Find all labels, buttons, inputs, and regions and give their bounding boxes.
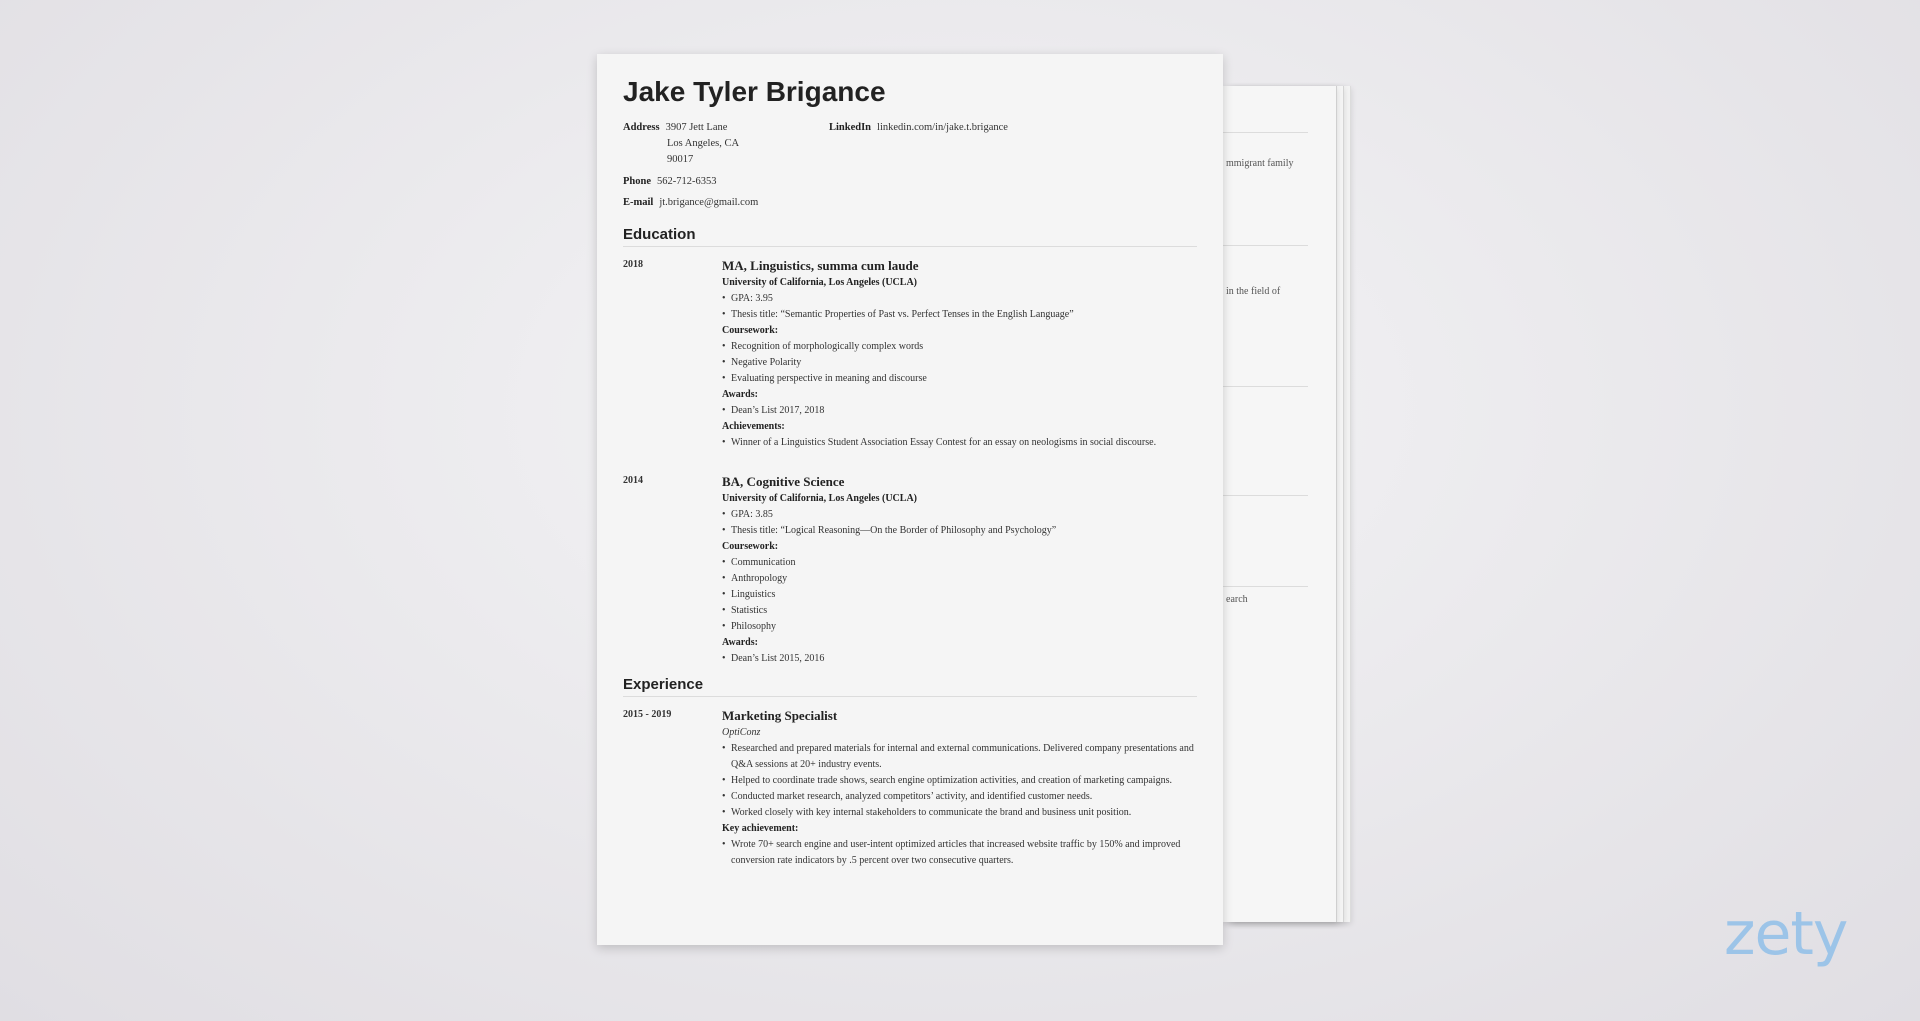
divider: [1222, 245, 1308, 246]
list-item: • Dean’s List 2017, 2018: [722, 403, 1197, 419]
experience-heading: Experience: [623, 676, 1197, 697]
list-item: • Thesis title: “Logical Reasoning—On the Border of Philosophy and Psychology”: [722, 523, 1197, 539]
education-details: [722, 291, 1197, 323]
degree-title: BA, Cognitive Science: [722, 474, 845, 489]
list-item: • Evaluating perspective in meaning and discourse: [722, 371, 1197, 387]
education-details: [722, 507, 1197, 539]
resume-name: Jake Tyler Brigance: [623, 76, 886, 107]
experience-bullets: [722, 741, 1197, 821]
awards-list: [722, 651, 1197, 667]
key-achievement-list: [722, 837, 1197, 869]
email-block: [623, 195, 758, 211]
list-item: • Dean’s List 2015, 2016: [722, 651, 1197, 667]
key-achievement-label: Key achievement:: [722, 823, 799, 834]
linkedin-label: LinkedIn: [829, 122, 872, 133]
list-item: • Recognition of morphologically complex words: [722, 339, 1197, 355]
email-value: jt.brigance@gmail.com: [659, 197, 759, 208]
job-title: Marketing Specialist: [722, 708, 838, 723]
company-name: OptiConz: [722, 727, 761, 738]
list-item: • GPA: 3.95: [722, 291, 1197, 307]
awards-list: [722, 403, 1197, 419]
address-line: 90017: [667, 154, 694, 165]
list-item: • Negative Polarity: [722, 355, 1197, 371]
list-item: • Conducted market research, analyzed competitors’ activity, and identified customer needs.: [722, 789, 1197, 805]
achievements-label: Achievements:: [722, 421, 785, 432]
achievements-list: [722, 435, 1197, 451]
divider: [1222, 386, 1308, 387]
back-page-fragment: in the field of: [1226, 286, 1281, 297]
back-page-1: [1222, 86, 1337, 922]
experience-dates: 2015 - 2019: [623, 709, 672, 720]
address-line: Los Angeles, CA: [667, 138, 740, 149]
phone-label: Phone: [623, 176, 652, 187]
coursework-list: [722, 555, 1197, 635]
list-item: • Wrote 70+ search engine and user-intent optimized articles that increased website traffic by 150% and improved conversion rate indicators by .5 percent over two consecutive quarters.: [722, 837, 1197, 869]
phone-block: [623, 174, 717, 190]
education-year: 2018: [623, 259, 643, 270]
back-page-fragment: earch: [1226, 594, 1248, 605]
address-label: Address: [623, 122, 660, 133]
coursework-list: [722, 339, 1197, 387]
education-year: 2014: [623, 475, 643, 486]
education-heading: Education: [623, 226, 1197, 247]
coursework-label: Coursework:: [722, 325, 779, 336]
email-label: E-mail: [623, 197, 654, 208]
awards-label: Awards:: [722, 637, 758, 648]
list-item: • Anthropology: [722, 571, 1197, 587]
address-line: 3907 Jett Lane: [665, 122, 728, 133]
zety-logo: zety: [1724, 899, 1848, 969]
list-item: • Winner of a Linguistics Student Association Essay Contest for an essay on neologisms in social discourse.: [722, 435, 1197, 451]
linkedin-block: [829, 120, 1008, 136]
linkedin-value: linkedin.com/in/jake.t.brigance: [877, 122, 1008, 133]
list-item: • Worked closely with key internal stakeholders to communicate the brand and business unit position.: [722, 805, 1197, 821]
coursework-label: Coursework:: [722, 541, 779, 552]
list-item: • Thesis title: “Semantic Properties of Past vs. Perfect Tenses in the English Language”: [722, 307, 1197, 323]
back-page-fragment: mmigrant family: [1226, 158, 1294, 169]
school-name: University of California, Los Angeles (UCLA): [722, 493, 917, 504]
address-block: [623, 120, 739, 168]
degree-title: MA, Linguistics, summa cum laude: [722, 258, 919, 273]
school-name: University of California, Los Angeles (UCLA): [722, 277, 917, 288]
list-item: • Philosophy: [722, 619, 1197, 635]
list-item: • Communication: [722, 555, 1197, 571]
list-item: • Statistics: [722, 603, 1197, 619]
list-item: • Linguistics: [722, 587, 1197, 603]
resume-page: [597, 54, 1223, 945]
divider: [1222, 586, 1308, 587]
awards-label: Awards:: [722, 389, 758, 400]
phone-value: 562-712-6353: [657, 176, 717, 187]
list-item: • Researched and prepared materials for internal and external communications. Delivered company presentations and Q&A sessions at 20+ industry events.: [722, 741, 1197, 773]
list-item: • Helped to coordinate trade shows, search engine optimization activities, and creation of marketing campaigns.: [722, 773, 1197, 789]
list-item: • GPA: 3.85: [722, 507, 1197, 523]
divider: [1222, 132, 1308, 133]
divider: [1222, 495, 1308, 496]
